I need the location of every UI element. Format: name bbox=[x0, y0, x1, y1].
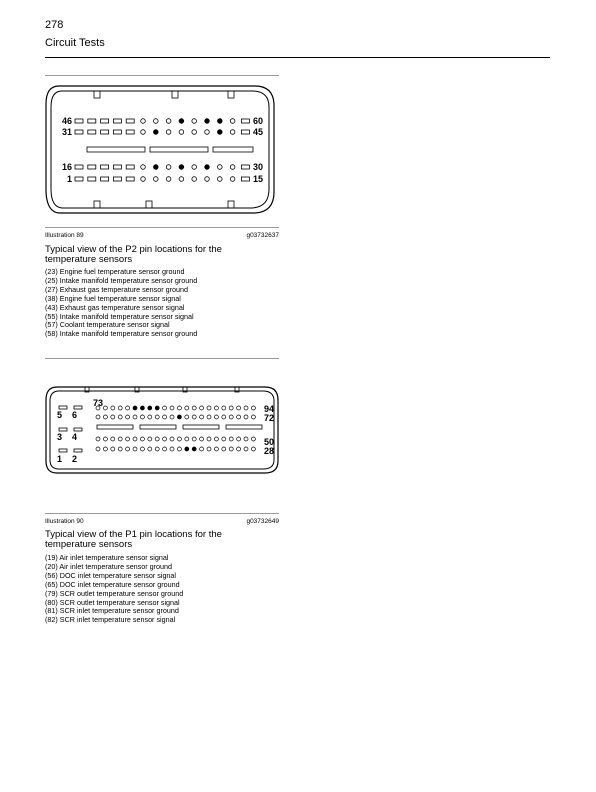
p1-pin bbox=[140, 406, 144, 410]
p1-pin bbox=[244, 406, 248, 410]
list-item: (82) SCR inlet temperature sensor signal bbox=[45, 615, 176, 625]
list-item: (57) Coolant temperature sensor signal bbox=[45, 320, 170, 330]
fig89-top-rule bbox=[45, 75, 279, 76]
p1-pin bbox=[155, 447, 159, 451]
p1-pin bbox=[214, 447, 218, 451]
p1-pin bbox=[111, 447, 115, 451]
p1-pin bbox=[177, 406, 181, 410]
p1-pin bbox=[170, 415, 174, 419]
p1-pin bbox=[140, 447, 144, 451]
p1-pin bbox=[222, 415, 226, 419]
p1-label-1: 1 bbox=[57, 454, 63, 464]
fig90-legend bbox=[45, 554, 183, 625]
p2-terminal bbox=[241, 177, 249, 181]
p1-pin bbox=[96, 437, 100, 441]
p1-pin bbox=[207, 447, 211, 451]
p2-pin bbox=[192, 130, 197, 135]
p2-pin bbox=[218, 165, 223, 170]
list-item: (38) Engine fuel temperature sensor signal bbox=[45, 293, 181, 303]
fig90-graphic-code: g03732649 bbox=[246, 518, 279, 525]
p2-terminal bbox=[126, 119, 134, 123]
p2-terminal bbox=[101, 130, 109, 134]
p1-pin bbox=[222, 406, 226, 410]
p1-pin bbox=[222, 447, 226, 451]
p2-pin bbox=[166, 119, 171, 124]
p2-pin bbox=[230, 130, 235, 135]
p2-terminal bbox=[126, 177, 134, 181]
fig89-caption-rule bbox=[45, 227, 279, 228]
header-rule bbox=[45, 57, 550, 58]
p1-pin bbox=[222, 437, 226, 441]
p1-pin bbox=[148, 406, 152, 410]
p1-pin bbox=[96, 447, 100, 451]
p1-pin bbox=[111, 437, 115, 441]
p1-pin bbox=[126, 447, 130, 451]
p2-terminal bbox=[113, 130, 121, 134]
p2-pin bbox=[205, 119, 210, 124]
p2-pin bbox=[141, 177, 146, 182]
p2-terminal bbox=[101, 177, 109, 181]
p2-terminal bbox=[126, 165, 134, 169]
p1-pin bbox=[118, 447, 122, 451]
p1-label-6: 6 bbox=[72, 410, 78, 420]
p2-label-31: 31 bbox=[62, 127, 73, 137]
p2-terminal bbox=[88, 165, 96, 169]
p2-terminal bbox=[75, 130, 83, 134]
list-item: (55) Intake manifold temperature sensor signal bbox=[45, 311, 194, 321]
p2-terminal bbox=[88, 177, 96, 181]
p1-pin bbox=[214, 406, 218, 410]
p1-pin bbox=[118, 437, 122, 441]
p1-label-28: 28 bbox=[264, 446, 275, 456]
p2-terminal bbox=[75, 165, 83, 169]
list-item: (27) Exhaust gas temperature sensor ground bbox=[45, 284, 189, 294]
p1-pin bbox=[133, 447, 137, 451]
p2-terminal bbox=[241, 130, 249, 134]
p2-pin bbox=[154, 165, 159, 170]
p1-pin bbox=[237, 415, 241, 419]
p2-terminal bbox=[101, 119, 109, 123]
p2-pin bbox=[166, 165, 171, 170]
p2-pin bbox=[230, 119, 235, 124]
p2-terminal bbox=[113, 165, 121, 169]
p2-pin bbox=[218, 177, 223, 182]
list-item: (43) Exhaust gas temperature sensor signal bbox=[45, 302, 185, 312]
fig89-title: Typical view of the P2 pin locations for the temperature sensors bbox=[45, 244, 222, 265]
p1-pin bbox=[207, 406, 211, 410]
p1-pin bbox=[192, 447, 196, 451]
section-title: Circuit Tests bbox=[45, 37, 105, 49]
p1-pin bbox=[192, 437, 196, 441]
p1-pin bbox=[192, 415, 196, 419]
p1-pin bbox=[126, 415, 130, 419]
p2-pin bbox=[192, 165, 197, 170]
page-number: 278 bbox=[45, 19, 64, 31]
p1-pin bbox=[185, 415, 189, 419]
p1-pin bbox=[207, 437, 211, 441]
p1-pin bbox=[185, 406, 189, 410]
p1-pin bbox=[229, 437, 233, 441]
p2-pin bbox=[205, 130, 210, 135]
fig89-caption bbox=[45, 232, 279, 239]
p2-pin bbox=[141, 130, 146, 135]
p2-terminal bbox=[113, 177, 121, 181]
p1-pin bbox=[133, 406, 137, 410]
p1-pin bbox=[185, 447, 189, 451]
p1-label-94: 94 bbox=[264, 404, 275, 414]
p1-pin bbox=[155, 406, 159, 410]
p1-pin bbox=[192, 406, 196, 410]
p2-label-1: 1 bbox=[67, 174, 73, 184]
p1-pin bbox=[251, 406, 255, 410]
p2-label-60: 60 bbox=[253, 116, 264, 126]
fig90-caption bbox=[45, 518, 279, 525]
p1-pin bbox=[133, 415, 137, 419]
p1-pin bbox=[244, 447, 248, 451]
p2-terminal bbox=[88, 130, 96, 134]
p1-pin bbox=[207, 415, 211, 419]
list-item: (19) Air inlet temperature sensor signal bbox=[45, 553, 169, 562]
p1-pin bbox=[170, 447, 174, 451]
list-item: (58) Intake manifold temperature sensor ground bbox=[45, 329, 198, 339]
p1-pin bbox=[103, 406, 107, 410]
p1-pin bbox=[170, 437, 174, 441]
p1-pin bbox=[140, 415, 144, 419]
p1-pin bbox=[96, 415, 100, 419]
list-item: (23) Engine fuel temperature sensor ground bbox=[45, 267, 185, 276]
p2-terminal bbox=[113, 119, 121, 123]
p2-pin bbox=[179, 119, 184, 124]
p1-pin bbox=[111, 415, 115, 419]
p1-pin bbox=[177, 447, 181, 451]
p2-label-45: 45 bbox=[253, 127, 264, 137]
p1-pin bbox=[200, 406, 204, 410]
p1-pin bbox=[103, 415, 107, 419]
p2-pin bbox=[205, 165, 210, 170]
p1-pin bbox=[163, 437, 167, 441]
p1-pin bbox=[118, 415, 122, 419]
p1-pin bbox=[185, 437, 189, 441]
p1-pin bbox=[251, 437, 255, 441]
p1-pin bbox=[237, 447, 241, 451]
fig90-top-rule bbox=[45, 358, 279, 359]
p2-connector-diagram bbox=[45, 80, 279, 220]
p1-pin bbox=[155, 415, 159, 419]
p2-terminal bbox=[126, 130, 134, 134]
p1-label-4: 4 bbox=[72, 432, 78, 442]
p2-pin bbox=[205, 177, 210, 182]
p2-pin bbox=[179, 165, 184, 170]
p1-pin bbox=[244, 415, 248, 419]
p2-label-15: 15 bbox=[253, 174, 264, 184]
p1-pin bbox=[126, 437, 130, 441]
p2-pin bbox=[141, 119, 146, 124]
p1-label-5: 5 bbox=[57, 410, 63, 420]
p2-pin bbox=[179, 130, 184, 135]
p1-pin bbox=[200, 447, 204, 451]
p1-label-50: 50 bbox=[264, 437, 275, 447]
p2-pin bbox=[192, 177, 197, 182]
p1-pin bbox=[229, 415, 233, 419]
p1-pin bbox=[111, 406, 115, 410]
p1-pin bbox=[229, 447, 233, 451]
p1-pin bbox=[148, 437, 152, 441]
p1-label-73: 73 bbox=[93, 398, 104, 408]
p2-pin bbox=[154, 119, 159, 124]
p1-pin bbox=[163, 415, 167, 419]
p2-pin-rows bbox=[75, 119, 249, 182]
p1-pin bbox=[148, 415, 152, 419]
list-item: (20) Air inlet temperature sensor ground bbox=[45, 561, 173, 571]
p2-terminal bbox=[75, 119, 83, 123]
p2-label-30: 30 bbox=[253, 162, 264, 172]
fig89-legend bbox=[45, 268, 197, 339]
p1-pin bbox=[103, 437, 107, 441]
p2-label-46: 46 bbox=[62, 116, 73, 126]
p1-label-3: 3 bbox=[57, 432, 63, 442]
p1-pin bbox=[214, 415, 218, 419]
list-item: (25) Intake manifold temperature sensor ground bbox=[45, 275, 198, 285]
p1-pin bbox=[177, 415, 181, 419]
p1-pin bbox=[163, 447, 167, 451]
fig89-illustration-number: Illustration 89 bbox=[45, 232, 84, 239]
list-item: (65) DOC inlet temperature sensor ground bbox=[45, 579, 180, 589]
p2-pin bbox=[230, 177, 235, 182]
p1-outer-shell bbox=[46, 387, 278, 473]
p1-pin bbox=[237, 406, 241, 410]
list-item: (56) DOC inlet temperature sensor signal bbox=[45, 570, 177, 580]
p1-pin bbox=[126, 406, 130, 410]
p2-label-16: 16 bbox=[62, 162, 73, 172]
p1-label-2: 2 bbox=[72, 454, 78, 464]
fig89-graphic-code: g03732637 bbox=[246, 232, 279, 239]
p1-pin bbox=[148, 447, 152, 451]
p1-pin bbox=[251, 415, 255, 419]
p1-pin bbox=[237, 437, 241, 441]
p1-pin bbox=[200, 415, 204, 419]
p2-pin bbox=[218, 119, 223, 124]
p2-pin bbox=[179, 177, 184, 182]
p1-pin bbox=[140, 437, 144, 441]
p1-pin bbox=[170, 406, 174, 410]
p1-inner-shell bbox=[50, 391, 274, 469]
p2-terminal bbox=[241, 165, 249, 169]
p1-pin bbox=[118, 406, 122, 410]
p2-outer-shell bbox=[46, 86, 274, 213]
p2-terminal bbox=[88, 119, 96, 123]
fig90-caption-rule bbox=[45, 513, 279, 514]
p2-pin bbox=[230, 165, 235, 170]
p2-terminal bbox=[75, 177, 83, 181]
list-item: (80) SCR outlet temperature sensor signal bbox=[45, 597, 180, 607]
p2-pin bbox=[218, 130, 223, 135]
p1-pin bbox=[214, 437, 218, 441]
p2-pin bbox=[166, 130, 171, 135]
p1-pin bbox=[200, 437, 204, 441]
p2-pin bbox=[141, 165, 146, 170]
p1-connector-diagram bbox=[45, 384, 281, 476]
p1-pin bbox=[244, 437, 248, 441]
p1-pin bbox=[177, 437, 181, 441]
p1-pin bbox=[133, 437, 137, 441]
p1-pin bbox=[155, 437, 159, 441]
p1-pin bbox=[229, 406, 233, 410]
p2-pin bbox=[154, 177, 159, 182]
fig90-illustration-number: Illustration 90 bbox=[45, 518, 84, 525]
p2-terminal bbox=[241, 119, 249, 123]
p1-pin bbox=[251, 447, 255, 451]
p2-inner-shell bbox=[51, 91, 269, 208]
p2-pin bbox=[166, 177, 171, 182]
p1-label-72: 72 bbox=[264, 413, 275, 423]
fig90-title: Typical view of the P1 pin locations for the temperature sensors bbox=[45, 529, 222, 550]
list-item: (79) SCR outlet temperature sensor ground bbox=[45, 588, 184, 598]
list-item: (81) SCR inlet temperature sensor ground bbox=[45, 606, 179, 616]
p2-pin bbox=[192, 119, 197, 124]
p2-terminal bbox=[101, 165, 109, 169]
p2-pin bbox=[154, 130, 159, 135]
p1-pin bbox=[103, 447, 107, 451]
p1-pin bbox=[163, 406, 167, 410]
